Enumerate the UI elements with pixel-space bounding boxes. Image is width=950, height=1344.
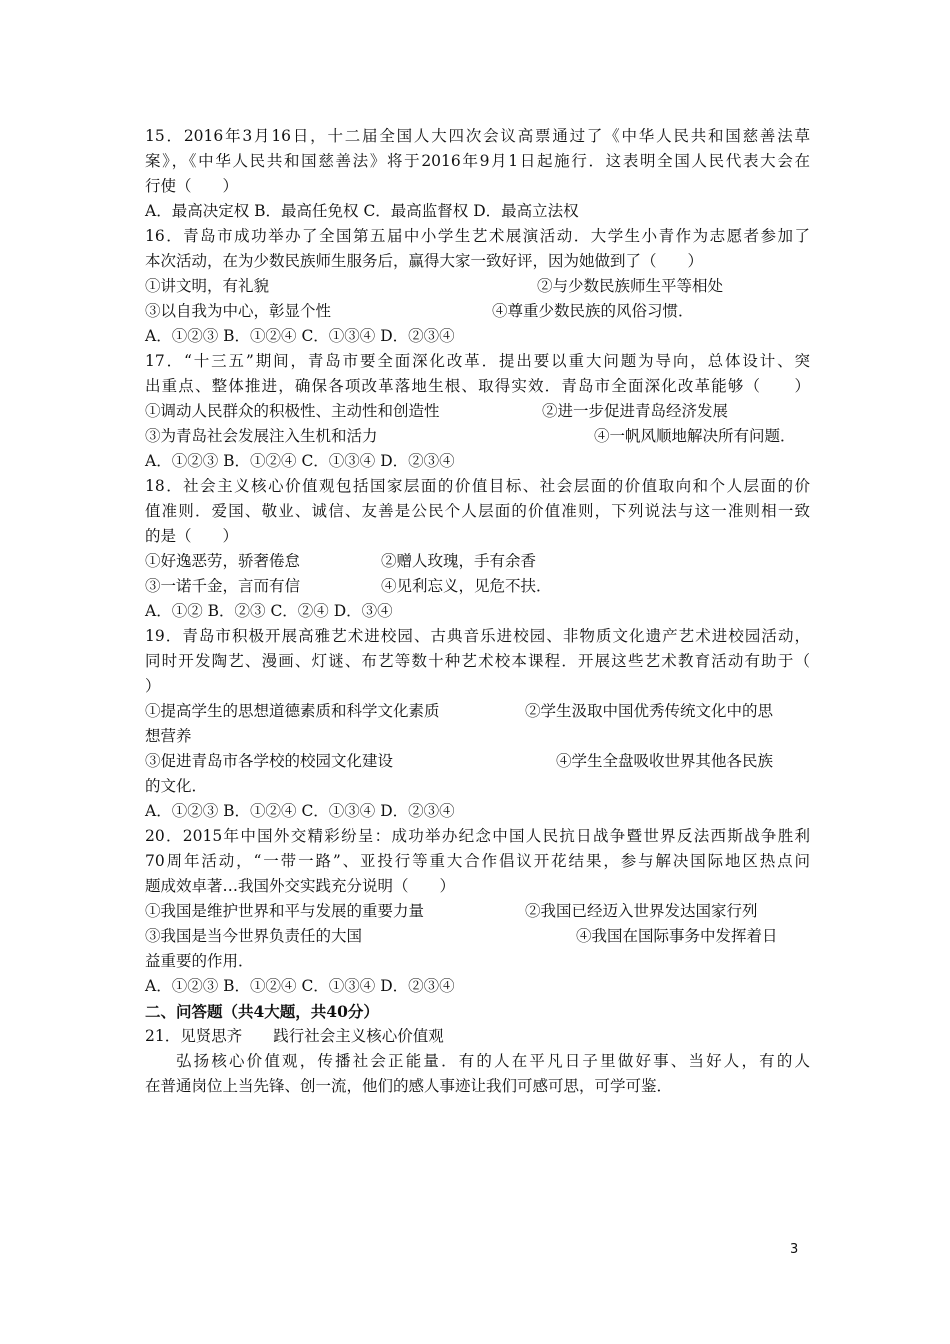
option-item: ①调动人民群众的积极性、主动性和创造性: [145, 402, 440, 420]
question-text: 同时开发陶艺、漫画、灯谜、布艺等数十种艺术校本课程．开展这些艺术教育活动有助于（: [145, 652, 810, 670]
question-text: 本次活动，在为少数民族师生服务后，赢得大家一致好评，因为她做到了（ ）: [145, 252, 704, 270]
question-18: [145, 474, 810, 624]
question-20: [145, 824, 810, 999]
option-item: ②进一步促进青岛经济发展: [542, 402, 729, 420]
option-item: ③促进青岛市各学校的校园文化建设: [145, 752, 394, 770]
option-item: ③我国是当今世界负责任的大国: [145, 927, 363, 945]
question-text: 15．2016年3月16日，十二届全国人大四次会议高票通过了《中华人民共和国慈善法草: [145, 127, 810, 145]
option-row: [145, 274, 810, 299]
option-row: [145, 924, 810, 949]
page-number: 3: [790, 1242, 799, 1257]
option-continuation: 益重要的作用．: [145, 952, 254, 970]
option-continuation: 想营养: [145, 727, 192, 745]
answer-choices: A．①②③ B．①②④ C．①③④ D．②③④: [145, 977, 455, 995]
question-text: 16．青岛市成功举办了全国第五届中小学生艺术展演活动．大学生小青作为志愿者参加了: [145, 227, 810, 245]
option-item: ③一诺千金，言而有信: [145, 577, 301, 595]
option-item: ④我国在国际事务中发挥着日: [576, 927, 778, 945]
option-item: ③为青岛社会发展注入生机和活力: [145, 427, 378, 445]
option-row: [145, 424, 810, 449]
answer-choices: A．最高决定权 B．最高任免权 C．最高监督权 D．最高立法权: [145, 202, 579, 220]
option-item: ②我国已经迈入世界发达国家行列: [525, 902, 758, 920]
option-item: ②学生汲取中国优秀传统文化中的思: [525, 702, 774, 720]
answer-choices: A．①②③ B．①②④ C．①③④ D．②③④: [145, 327, 455, 345]
section-heading: 二、问答题（共4大题，共40分）: [145, 1002, 379, 1021]
question-text: 值准则．爱国、敬业、诚信、友善是公民个人层面的价值准则，下列说法与这一准则相一致: [145, 502, 810, 520]
question-title: 21．见贤思齐 践行社会主义核心价值观: [145, 1027, 444, 1045]
option-continuation: 的文化．: [145, 777, 208, 795]
question-15: [145, 124, 810, 224]
question-text: 20．2015年中国外交精彩纷呈：成功举办纪念中国人民抗日战争暨世界反法西斯战争胜利: [145, 827, 810, 845]
question-text: 题成效卓著…我国外交实践充分说明（ ）: [145, 877, 456, 895]
question-text: 的是（ ）: [145, 527, 239, 545]
question-text: 行使（ ）: [145, 177, 239, 195]
question-text: 出重点、整体推进，确保各项改革落地生根、取得实效．青岛市全面深化改革能够（ ）: [145, 377, 810, 395]
option-item: ④学生全盘吸收世界其他各民族: [556, 752, 774, 770]
option-row: [145, 399, 810, 424]
answer-choices: A．①② B．②③ C．②④ D．③④: [145, 602, 393, 620]
option-item: ②与少数民族师生平等相处: [537, 277, 724, 295]
option-row: [145, 899, 810, 924]
question-text: 17．“十三五”期间，青岛市要全面深化改革．提出要以重大问题为导向，总体设计、突: [145, 352, 810, 370]
option-item: ①好逸恶劳，骄奢倦怠: [145, 552, 301, 570]
option-item: ③以自我为中心，彰显个性: [145, 302, 332, 320]
paragraph-line: 弘扬核心价值观，传播社会正能量．有的人在平凡日子里做好事、当好人，有的人: [176, 1052, 810, 1070]
question-19: [145, 624, 810, 824]
option-item: ①我国是维护世界和平与发展的重要力量: [145, 902, 425, 920]
paragraph-line: 在普通岗位上当先锋、创一流，他们的感人事迹让我们可感可思，可学可鉴．: [145, 1077, 673, 1095]
option-row: [145, 699, 810, 724]
option-row: [145, 749, 810, 774]
option-item: ②赠人玫瑰，手有余香: [381, 552, 537, 570]
question-text: 19．青岛市积极开展高雅艺术进校园、古典音乐进校园、非物质文化遗产艺术进校园活动，: [145, 627, 810, 645]
question-21: [145, 1024, 810, 1099]
question-text: 70周年活动，“一带一路”、亚投行等重大合作倡议开花结果，参与解决国际地区热点问: [145, 852, 810, 870]
answer-choices: A．①②③ B．①②④ C．①③④ D．②③④: [145, 802, 455, 820]
answer-choices: A．①②③ B．①②④ C．①③④ D．②③④: [145, 452, 455, 470]
page-content: [145, 124, 810, 1099]
question-16: [145, 224, 810, 349]
question-text: 18．社会主义核心价值观包括国家层面的价值目标、社会层面的价值取向和个人层面的价: [145, 477, 810, 495]
option-row: [145, 574, 810, 599]
question-text: ）: [145, 677, 161, 695]
question-17: [145, 349, 810, 474]
question-text: 案》，《中华人民共和国慈善法》将于2016年9月1日起施行．这表明全国人民代表大会在: [145, 152, 810, 170]
option-item: ④尊重少数民族的风俗习惯．: [492, 302, 694, 320]
option-item: ①提高学生的思想道德素质和科学文化素质: [145, 702, 440, 720]
option-item: ④见利忘义，见危不扶．: [381, 577, 552, 595]
option-item: ①讲文明，有礼貌: [145, 277, 270, 295]
option-row: [145, 299, 810, 324]
option-item: ④一帆风顺地解决所有问题．: [594, 427, 796, 445]
option-row: [145, 549, 810, 574]
